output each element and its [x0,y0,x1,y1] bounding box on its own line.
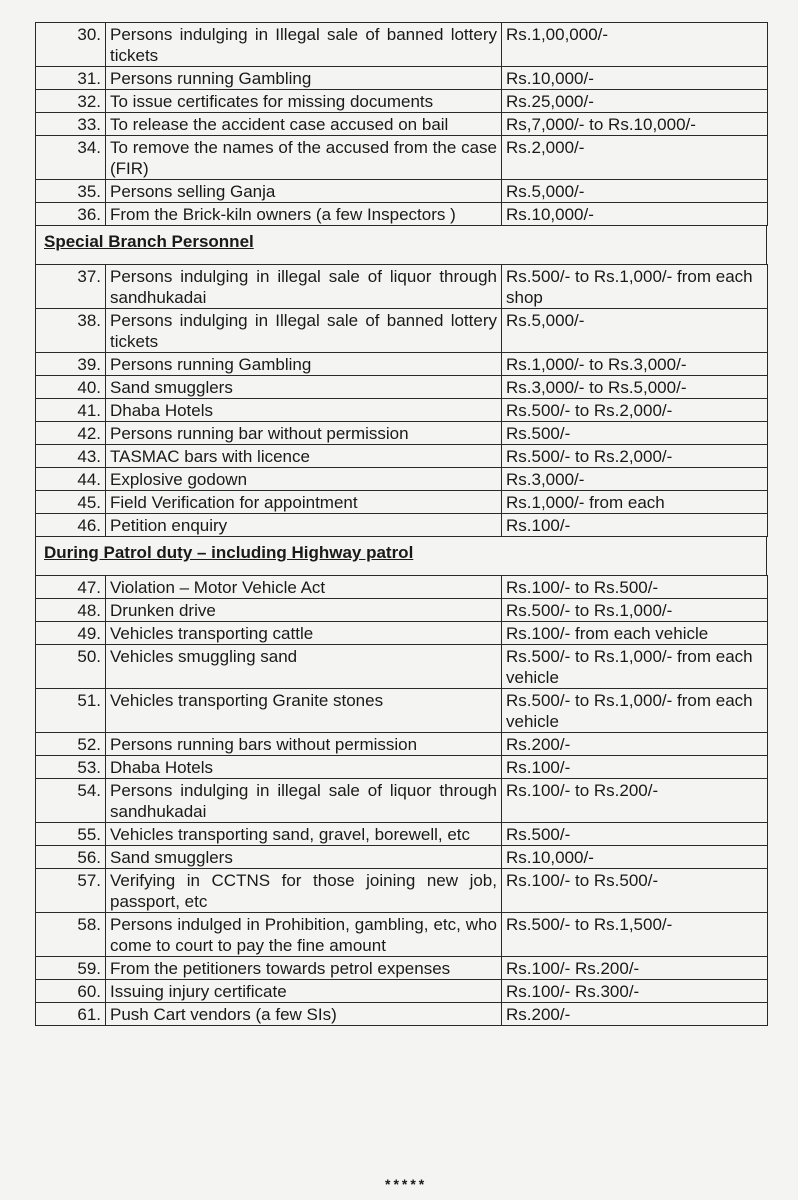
row-description: Issuing injury certificate [106,980,502,1003]
row-amount: Rs.5,000/- [502,309,768,353]
row-number: 39. [36,353,106,376]
row-number: 54. [36,779,106,823]
table-row [36,445,768,468]
end-marker: ***** [385,1176,428,1192]
bribe-table-2 [35,264,768,537]
row-amount: Rs.100/- to Rs.500/- [502,869,768,913]
row-description: Drunken drive [106,599,502,622]
row-amount: Rs.500/- [502,422,768,445]
table-row [36,733,768,756]
row-description: Vehicles smuggling sand [106,645,502,689]
row-number: 48. [36,599,106,622]
section-title: During Patrol duty – including Highway patrol [44,543,414,562]
row-description: From the Brick-kiln owners (a few Inspectors ) [106,203,502,226]
row-number: 58. [36,913,106,957]
row-amount: Rs.500/- to Rs.1,000/- from each vehicle [502,645,768,689]
row-description: From the petitioners towards petrol expenses [106,957,502,980]
row-number: 38. [36,309,106,353]
table-row [36,399,768,422]
row-amount: Rs.100/- Rs.200/- [502,957,768,980]
row-number: 50. [36,645,106,689]
table-row [36,514,768,537]
row-number: 49. [36,622,106,645]
table-row [36,645,768,689]
row-number: 44. [36,468,106,491]
table-row [36,869,768,913]
table-row [36,309,768,353]
row-amount: Rs.10,000/- [502,203,768,226]
row-amount: Rs.500/- to Rs.1,500/- [502,913,768,957]
row-amount: Rs.500/- to Rs.1,000/- [502,599,768,622]
row-amount: Rs.500/- to Rs.1,000/- from each vehicle [502,689,768,733]
table-row [36,689,768,733]
row-amount: Rs.10,000/- [502,67,768,90]
table-row [36,846,768,869]
row-amount: Rs.1,00,000/- [502,23,768,67]
row-description: Persons running Gambling [106,353,502,376]
table-row [36,1003,768,1026]
row-number: 57. [36,869,106,913]
section-heading-patrol [35,537,767,575]
row-amount: Rs.100/- Rs.300/- [502,980,768,1003]
table-row [36,491,768,514]
row-amount: Rs.2,000/- [502,136,768,180]
row-description: Vehicles transporting sand, gravel, borewell, etc [106,823,502,846]
row-number: 52. [36,733,106,756]
row-description: TASMAC bars with licence [106,445,502,468]
row-amount: Rs.100/- to Rs.500/- [502,576,768,599]
row-description: Persons running bar without permission [106,422,502,445]
section-heading-special-branch [35,226,767,264]
row-number: 32. [36,90,106,113]
row-number: 47. [36,576,106,599]
row-description: Explosive godown [106,468,502,491]
bribe-table-1 [35,22,768,226]
row-number: 46. [36,514,106,537]
row-description: Dhaba Hotels [106,756,502,779]
table-row [36,90,768,113]
row-amount: Rs,7,000/- to Rs.10,000/- [502,113,768,136]
row-amount: Rs.100/- [502,514,768,537]
row-amount: Rs.3,000/- [502,468,768,491]
table-row [36,113,768,136]
row-description: Sand smugglers [106,376,502,399]
row-number: 37. [36,265,106,309]
table-row [36,376,768,399]
row-amount: Rs.500/- [502,823,768,846]
table-row [36,576,768,599]
row-number: 40. [36,376,106,399]
row-number: 43. [36,445,106,468]
table-row [36,422,768,445]
row-number: 34. [36,136,106,180]
table-row [36,203,768,226]
row-number: 51. [36,689,106,733]
row-number: 60. [36,980,106,1003]
row-amount: Rs.500/- to Rs.1,000/- from each shop [502,265,768,309]
section-title: Special Branch Personnel [44,232,254,251]
table-row [36,779,768,823]
table-row [36,468,768,491]
row-description: Sand smugglers [106,846,502,869]
row-amount: Rs.100/- [502,756,768,779]
table-row [36,913,768,957]
table-row [36,265,768,309]
row-description: Vehicles transporting Granite stones [106,689,502,733]
row-description: Persons indulging in illegal sale of liquor through sandhukadai [106,779,502,823]
row-number: 41. [36,399,106,422]
table-row [36,23,768,67]
row-number: 53. [36,756,106,779]
row-amount: Rs.1,000/- from each [502,491,768,514]
table-row [36,622,768,645]
table-row [36,599,768,622]
row-description: Verifying in CCTNS for those joining new job, passport, etc [106,869,502,913]
row-description: Violation – Motor Vehicle Act [106,576,502,599]
row-description: Dhaba Hotels [106,399,502,422]
row-amount: Rs.10,000/- [502,846,768,869]
table-row [36,823,768,846]
row-amount: Rs.100/- from each vehicle [502,622,768,645]
row-number: 31. [36,67,106,90]
bribe-table-3 [35,575,768,1026]
row-description: To issue certificates for missing documents [106,90,502,113]
row-amount: Rs.500/- to Rs.2,000/- [502,399,768,422]
row-amount: Rs.3,000/- to Rs.5,000/- [502,376,768,399]
row-amount: Rs.100/- to Rs.200/- [502,779,768,823]
table-row [36,353,768,376]
table-row [36,980,768,1003]
row-description: Persons indulged in Prohibition, gambling, etc, who come to court to pay the fine amount [106,913,502,957]
row-description: Field Verification for appointment [106,491,502,514]
row-number: 30. [36,23,106,67]
row-amount: Rs.200/- [502,733,768,756]
table-row [36,957,768,980]
row-description: Push Cart vendors (a few SIs) [106,1003,502,1026]
table-row [36,67,768,90]
row-number: 59. [36,957,106,980]
row-amount: Rs.1,000/- to Rs.3,000/- [502,353,768,376]
row-amount: Rs.5,000/- [502,180,768,203]
table-row [36,756,768,779]
table-row [36,136,768,180]
row-number: 45. [36,491,106,514]
row-description: To release the accident case accused on bail [106,113,502,136]
row-number: 61. [36,1003,106,1026]
row-number: 36. [36,203,106,226]
row-description: To remove the names of the accused from the case (FIR) [106,136,502,180]
row-number: 35. [36,180,106,203]
row-description: Persons indulging in illegal sale of liquor through sandhukadai [106,265,502,309]
row-amount: Rs.25,000/- [502,90,768,113]
row-description: Persons selling Ganja [106,180,502,203]
row-number: 55. [36,823,106,846]
row-number: 42. [36,422,106,445]
row-amount: Rs.200/- [502,1003,768,1026]
row-amount: Rs.500/- to Rs.2,000/- [502,445,768,468]
table-row [36,180,768,203]
row-description: Persons running Gambling [106,67,502,90]
row-description: Persons running bars without permission [106,733,502,756]
row-number: 56. [36,846,106,869]
row-description: Persons indulging in Illegal sale of banned lottery tickets [106,309,502,353]
row-description: Petition enquiry [106,514,502,537]
row-description: Persons indulging in Illegal sale of banned lottery tickets [106,23,502,67]
row-number: 33. [36,113,106,136]
row-description: Vehicles transporting cattle [106,622,502,645]
